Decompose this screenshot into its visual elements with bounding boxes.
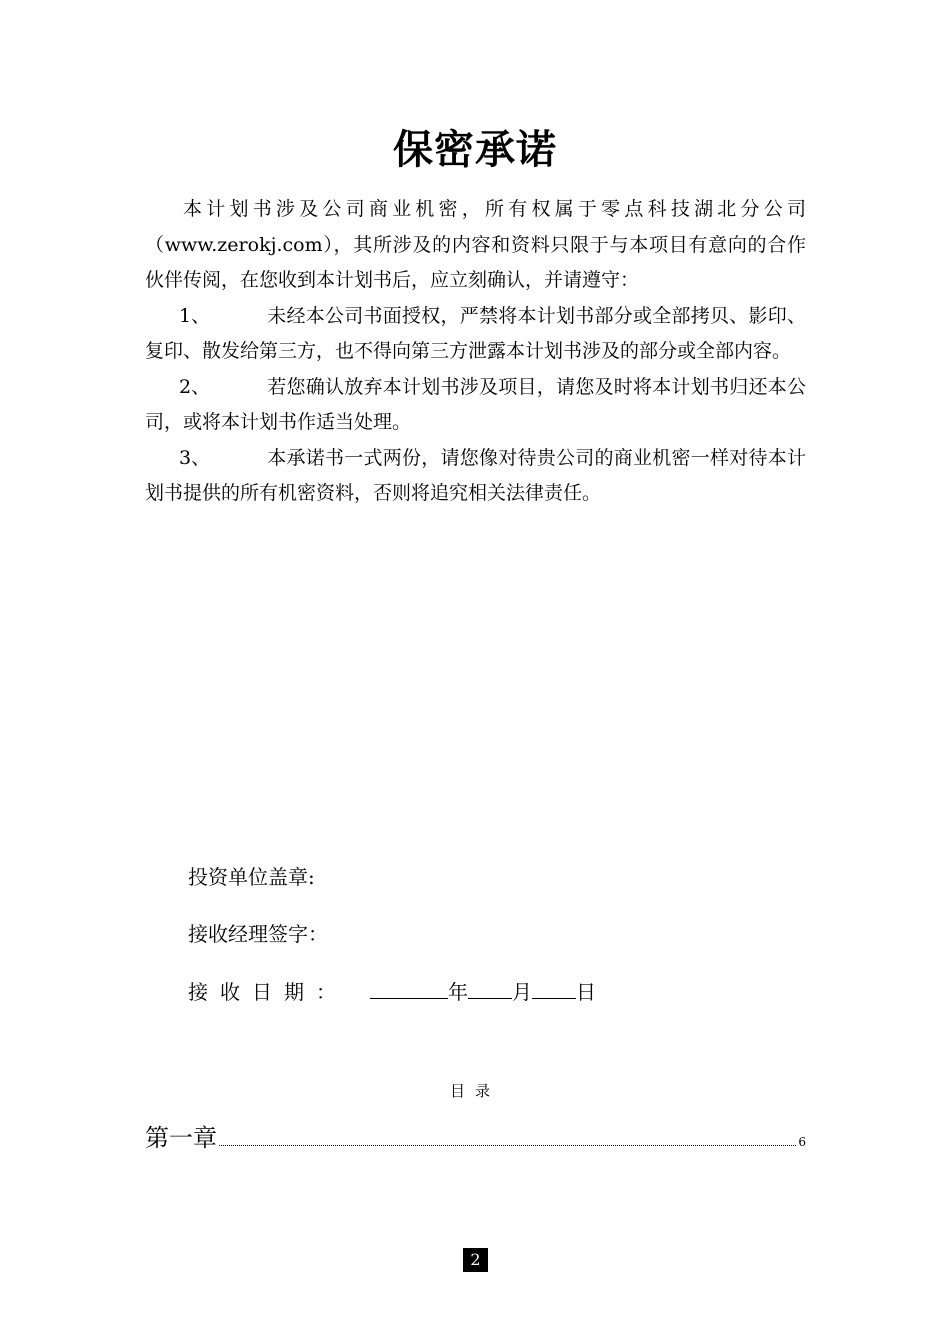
seal-line <box>188 858 596 915</box>
month-label: 月 <box>512 980 532 1004</box>
seal-label: 投资单位盖章: <box>188 865 315 889</box>
manager-signature-line <box>188 915 596 972</box>
toc-entry[interactable] <box>145 1123 806 1153</box>
clause-2 <box>145 370 806 441</box>
toc-leader-dots <box>219 1145 796 1146</box>
year-label: 年 <box>448 980 468 1004</box>
receive-date-label: 接收日期： <box>188 980 348 1004</box>
signature-block <box>188 858 596 1029</box>
clause-1-text: 未经本公司书面授权，严禁将本计划书部分或全部拷贝、影印、复印、散发给第三方，也不得向第三方泄露本计划书涉及的部分或全部内容。 <box>145 304 806 362</box>
year-blank <box>370 972 448 999</box>
clause-3 <box>145 441 806 512</box>
toc-heading: 目录 <box>449 1082 500 1100</box>
receive-date-line <box>188 972 596 1029</box>
intro-paragraph <box>145 192 806 299</box>
clause-2-text: 若您确认放弃本计划书涉及项目，请您及时将本计划书归还本公司，或将本计划书作适当处理。 <box>145 375 806 433</box>
toc-chapter-label: 第一章 <box>145 1124 217 1152</box>
day-blank <box>532 972 576 999</box>
intro-line-2: （www.zerokj.com），其所涉及的内容和资料只限于与本项目有意向的合作 <box>145 233 806 256</box>
intro-line-3: 伙伴传阅，在您收到本计划书后，应立刻确认，并请遵守： <box>145 269 640 291</box>
toc-page-number: 6 <box>798 1135 806 1149</box>
day-label: 日 <box>576 980 596 1004</box>
clause-2-number: 2、 <box>179 375 211 398</box>
clause-1 <box>145 299 806 370</box>
document-title: 保密承诺 <box>393 127 557 173</box>
month-blank <box>468 972 512 999</box>
page-number-badge: 2 <box>463 1248 488 1272</box>
clause-3-text: 本承诺书一式两份，请您像对待贵公司的商业机密一样对待本计划书提供的所有机密资料，否则将追究相关法律责任。 <box>145 446 806 504</box>
confidentiality-body <box>145 192 806 512</box>
clause-3-number: 3、 <box>179 446 211 469</box>
manager-signature-label: 接收经理签字： <box>188 922 328 946</box>
intro-line-1: 本计划书涉及公司商业机密，所有权属于零点科技湖北分公司 <box>183 198 806 220</box>
clause-1-number: 1、 <box>179 304 211 327</box>
